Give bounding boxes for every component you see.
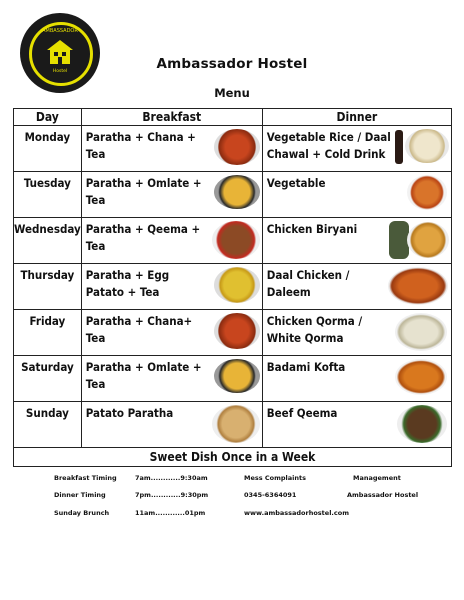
chana-food-image (214, 313, 260, 349)
biryani-side-image (389, 221, 409, 259)
cold-drink-bottle-image (395, 130, 403, 164)
omelette-food-image (214, 359, 260, 393)
logo-text-bottom: Hostel (52, 69, 68, 74)
dinner-cell (262, 264, 451, 310)
management-name: Ambassador Hostel (347, 491, 419, 499)
breakfast-cell (81, 356, 262, 402)
column-header-dinner: Dinner (262, 109, 451, 126)
breakfast-cell (81, 172, 262, 218)
sunday-brunch-label: Sunday Brunch (54, 509, 110, 517)
dinner-cell (262, 126, 451, 172)
dinner-text: Chicken Qorma / White Qorma (266, 314, 363, 345)
breakfast-cell (81, 310, 262, 356)
day-cell: Saturday (14, 356, 82, 402)
dinner-timing-value: 7pm............9:30pm (135, 491, 209, 499)
sweet-dish-note: Sweet Dish Once in a Week (14, 448, 452, 467)
breakfast-cell (81, 126, 262, 172)
breakfast-cell (81, 264, 262, 310)
breakfast-text: Paratha + Egg Patato + Tea (85, 268, 170, 299)
breakfast-timing-label: Breakfast Timing (54, 474, 117, 482)
badami-kofta-food-image (395, 359, 447, 395)
biryani-food-image (407, 222, 449, 258)
logo-text-top: AMBASSADOR (42, 28, 78, 34)
column-header-breakfast: Breakfast (81, 109, 262, 126)
breakfast-cell (81, 402, 262, 448)
table-header-row (14, 109, 452, 126)
dinner-text: Chicken Biryani (266, 222, 358, 236)
column-header-day: Day (14, 109, 82, 126)
dinner-cell (262, 402, 451, 448)
day-cell: Thursday (14, 264, 82, 310)
table-row (14, 126, 452, 172)
dinner-timing-label: Dinner Timing (54, 491, 106, 499)
dinner-cell (262, 172, 451, 218)
breakfast-text: Paratha + Chana+ Tea (85, 314, 193, 345)
breakfast-text: Paratha + Chana + Tea (85, 130, 196, 161)
table-row (14, 264, 452, 310)
breakfast-text: Paratha + Omlate + Tea (85, 360, 202, 391)
day-cell: Sunday (14, 402, 82, 448)
breakfast-timing-value: 7am............9:30am (135, 474, 208, 482)
page-subtitle: Menu (214, 86, 250, 100)
white-qorma-food-image (395, 313, 447, 351)
menu-table (13, 108, 452, 467)
beef-qeema-food-image (397, 405, 447, 443)
vegetable-food-image (407, 175, 447, 210)
dinner-text: Vegetable (266, 176, 326, 190)
breakfast-text: Patato Paratha (85, 406, 174, 420)
table-row (14, 356, 452, 402)
breakfast-cell (81, 218, 262, 264)
dinner-cell (262, 218, 451, 264)
day-cell: Wednesday (14, 218, 82, 264)
management-label: Management (353, 474, 401, 482)
table-footer-row (14, 448, 452, 467)
day-cell: Friday (14, 310, 82, 356)
chana-food-image (214, 129, 260, 165)
mess-complaints-label: Mess Complaints (244, 474, 306, 482)
dinner-text: Vegetable Rice / Daal Chawal + Cold Drink (266, 130, 391, 161)
dinner-text: Badami Kofta (266, 360, 346, 374)
dinner-text: Daal Chicken / Daleem (266, 268, 350, 299)
table-row (14, 310, 452, 356)
egg-potato-food-image (214, 267, 260, 303)
phone-number: 0345-6364091 (244, 491, 297, 499)
day-cell: Tuesday (14, 172, 82, 218)
dinner-cell (262, 310, 451, 356)
table-row (14, 402, 452, 448)
day-cell: Monday (14, 126, 82, 172)
qeema-food-image (212, 221, 260, 259)
potato-paratha-food-image (212, 405, 260, 443)
rice-food-image (405, 129, 449, 163)
breakfast-text: Paratha + Qeema + Tea (85, 222, 201, 253)
sunday-brunch-value: 11am............01pm (135, 509, 206, 517)
dinner-cell (262, 356, 451, 402)
breakfast-text: Paratha + Omlate + Tea (85, 176, 202, 207)
hostel-logo (20, 13, 100, 93)
table-row (14, 218, 452, 264)
website-url: www.ambassadorhostel.com (244, 509, 349, 517)
table-row (14, 172, 452, 218)
omelette-food-image (214, 175, 260, 209)
page-title: Ambassador Hostel (156, 56, 308, 72)
daal-chicken-food-image (388, 267, 448, 305)
dinner-text: Beef Qeema (266, 406, 338, 420)
